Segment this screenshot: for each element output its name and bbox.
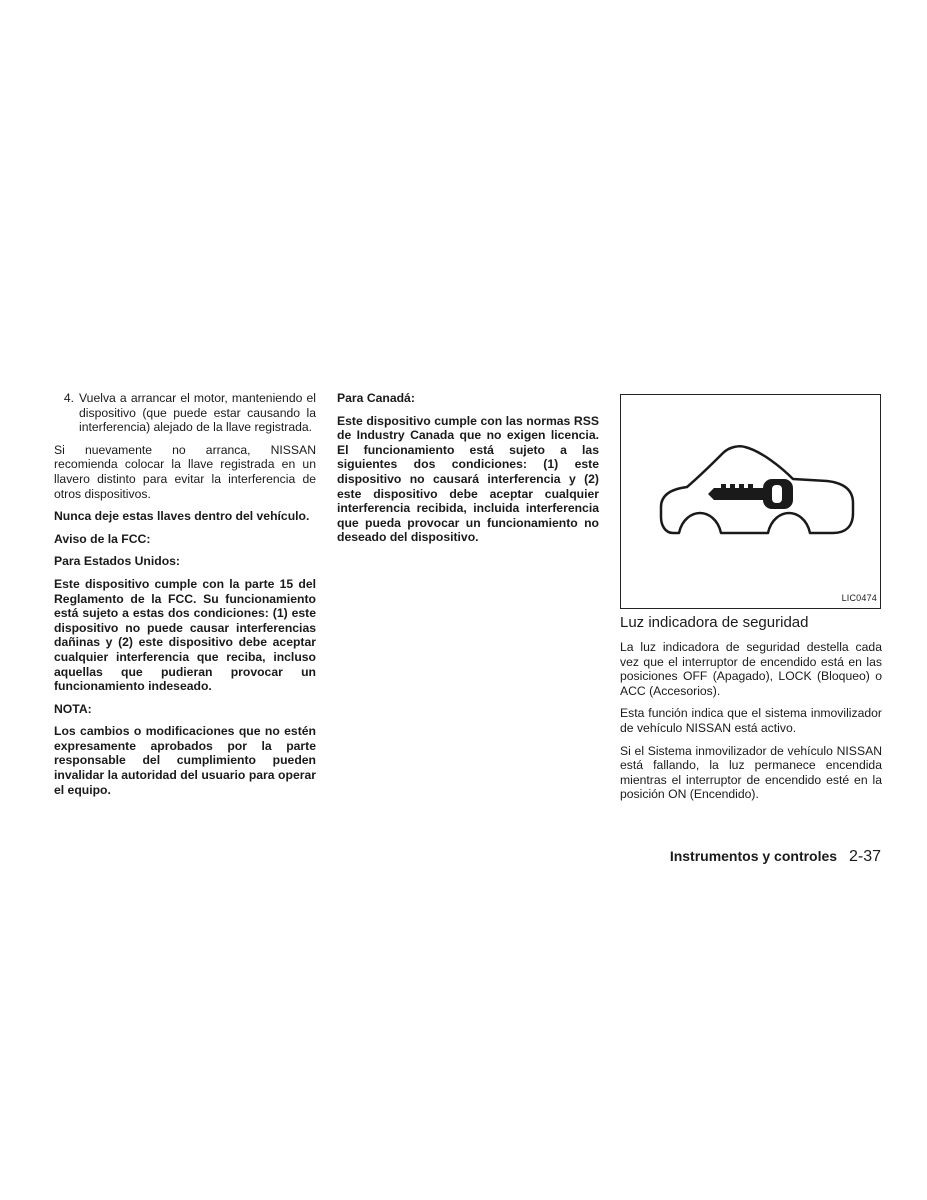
list-number: 4. <box>63 391 74 405</box>
paragraph: Esta función indica que el sistema inmovilizador de vehículo NISSAN está activo. <box>620 706 882 735</box>
note-paragraph: Los cambios o modificaciones que no estén expresamente aprobados por la parte responsable del cumplimiento pueden invalidar la autoridad del usuario para operar el equipo. <box>54 724 316 797</box>
usa-title: Para Estados Unidos: <box>54 554 180 569</box>
right-column <box>620 394 882 810</box>
warning-paragraph: Nunca deje estas llaves dentro del vehículo. <box>54 509 310 524</box>
paragraph: La luz indicadora de seguridad destella cada vez que el interruptor de encendido está en las posiciones OFF (Apagado), LOCK (Bloqueo) o ACC (Accesorios). <box>620 640 882 698</box>
section-heading: Luz indicadora de seguridad <box>620 614 809 631</box>
list-item <box>54 391 316 435</box>
figure-label: LIC0474 <box>841 593 877 604</box>
fcc-notice-title: Aviso de la FCC: <box>54 531 151 546</box>
canada-title: Para Canadá: <box>337 391 415 405</box>
middle-column <box>337 391 599 553</box>
note-title: NOTA: <box>54 701 92 716</box>
page-footer <box>670 846 881 867</box>
fcc-compliance-paragraph: Este dispositivo cumple con la parte 15 del Reglamento de la FCC. Su funcionamiento está sujeto a estas dos condiciones: (1) este dispositivo no puede causar interferencias dañinas y (2) este dispositivo debe aceptar cualquier interferencia que reciba, incluso aquellas que pudieran provocar un funcionamiento indeseado. <box>54 576 316 694</box>
paragraph: Si nuevamente no arranca, NISSAN recomienda colocar la llave registrada en un llavero distinto para evitar la interferencia de otros dispositivos. <box>54 442 316 501</box>
canada-compliance-paragraph: Este dispositivo cumple con las normas RSS de Industry Canada que no exigen licencia. El funcionamiento está sujeto a las siguientes dos condiciones: (1) este dispositivo no causará interferencia y (2) este dispositivo debe aceptar cualquier interferencia recibida, incluida interferencia que pueda provocar un funcionamiento no deseado del dispositivo. <box>337 413 599 545</box>
list-text: Vuelva a arrancar el motor, manteniendo el dispositivo (que puede estar causando la interferencia) alejado de la llave registrada. <box>79 391 316 435</box>
left-column <box>54 391 316 805</box>
figure-security-indicator <box>620 394 881 609</box>
footer-section-title: Instrumentos y controles <box>669 848 838 864</box>
paragraph: Si el Sistema inmovilizador de vehículo NISSAN está fallando, la luz permanece encendida mientras el interruptor de encendido esté en la posición ON (Encendido). <box>620 743 882 802</box>
car-key-icon <box>621 395 880 608</box>
page-number: 2-37 <box>848 848 881 865</box>
